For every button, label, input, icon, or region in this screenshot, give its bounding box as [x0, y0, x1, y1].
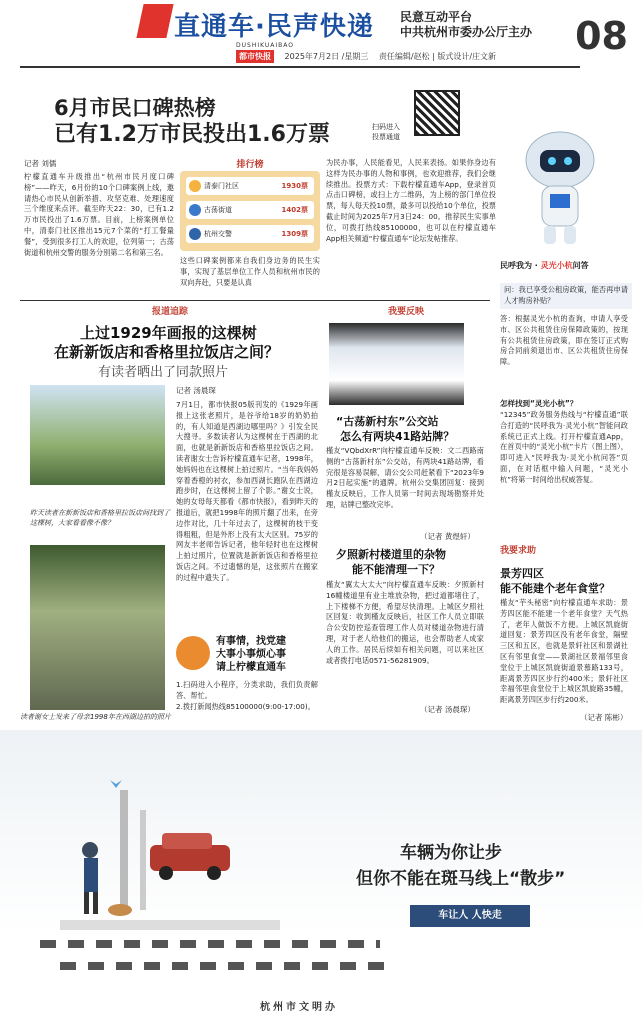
medal-icon: [189, 228, 201, 240]
help-section: 我要求助: [500, 546, 537, 556]
trace-body: 7月1日，都市快报05版刊发的《1929年画报上这张老照片，是谷爷给18岁的奶奶拍的，有人知道是西湖边哪里吗？》引发全民大搜寻。多数读者认为这棵树在于西湖的北面，也就是新新饭店和香格里拉饭店之间。读者谢女士告诉柠檬直通车记者，1998年，她妈妈也在这棵树上拍过照片。“当年我妈妈穿着香橙的衬衣，参加西湖长跑队在西湖边跑步时，在这棵树上留了个影。”谢女士说，她的女母每天都看《都市快报》，看到昨天的报道后，就把1998年的照片翻了出来，在旁边作对比，几十年过去了，这棵树的枝干变得粗粗，但是外形上没有太大区别。75岁的网友丰老师告诉记者，他年轻时也在这棵树上拍过照片，位置就是新新饭店和香格里拉饭店之间。不过遗憾的是，这张照片在搬家的过程中遗失了。: [176, 400, 318, 582]
header-eng: DUSHIKUAIBAO: [236, 42, 294, 49]
feedback-body2: 槿友“翼太大太大”向柠檬直通车反映：夕照新村16幢楼道里有业主堆放杂物，把过道都堵住了，上下楼梯不方便，希望尽快清理。上城区夕照社区回复：收到槿友反映后，社区工作人员立即联合公安防控巡查管理工作人员对楼道杂物进行清理，对于老人给他们的搬运，也会帮助老人成家人的工作。居民后续如有相关问题，可以来社区或者拨打电话0571-56281909。: [326, 580, 484, 665]
robot-answer: 答：根据灵光小杭的查询，申请人享受市、区公共租赁住房保障政策的，按现有公共租赁住房政策，即在签订正式购房合同前须退出市、区公共租赁住房保障。: [500, 314, 628, 367]
top-story-body-right: 为民办事，人民能看见，人民来表扬。如果你身边有这样为民办事的人物和事例，也欢迎推荐，我们会继续推出。投票方式：下载柠檬直通车App，登录首页点击口碑榜，或扫上方二维码，为上榜的部门单位投票，每人每天投10票，最多可以投给10个单位，投票截止时间为2025年7月3日24：00。推荐民生实事单位，可拨打热线85100000，也可以在柠檬直通车App相关频道“柠檬直通车”论坛发帖推荐。: [326, 158, 496, 243]
trace-caption2: 读者谢女士发来了母亲1998年在西湖边拍的照片: [20, 713, 171, 721]
medal-icon: [189, 204, 201, 216]
trace-reporter: 记者 汤晨琛: [176, 386, 216, 395]
help-title-a: 景芳四区: [500, 567, 544, 580]
ad-footer: 杭州市文明办: [260, 1002, 338, 1013]
trace-title3: 有读者晒出了同款照片: [98, 365, 229, 380]
feedback-reporter2: （记者 汤晨琛）: [420, 705, 475, 714]
feedback-body1: 槿友“VQbdXrR”向柠檬直通车反映：文二西路南侧的“古荡新村东”公交站，有两块41路站牌，看完很是容易误解，请公交公司赶紧看下“2023年9月2日起实施”的通牌。杭州公交集团回复：接到槿友反映后，工作人员第一时间去现场勘察并处理，站牌已整改完毕。: [326, 446, 484, 509]
top-story-body-left: 柠檬直通车升级推出“杭州市民月度口碑榜”——昨天，6月份的10个口碑案例上线，邀请热心市民从创新举措、攻坚克难、处理速度三个维度来点评。截至昨天22：30，已有1.2万市民投出了1.6万票。目前，上榜案例单位中，清泰门社区推出15元7个菜的“打工餐量餐”，受到很多打工人的欢迎，位列第一；古荡街道和杭州交警的服务分别第二名和第三名。: [24, 172, 174, 257]
feedback-title1: “古荡新村东”公交站: [336, 415, 439, 428]
robot-caption: 民呼我为 · 灵光小杭问答: [500, 261, 589, 270]
qr-code[interactable]: [414, 90, 460, 136]
ad-line2: 但你不能在斑马线上“散步”: [356, 869, 566, 889]
trace-title1: 上过1929年画报的这棵树: [80, 324, 257, 342]
bus-stop-sign-photo: [329, 323, 464, 405]
medal-icon: [189, 180, 201, 192]
feedback-reporter1: （记者 黄煜轩）: [420, 532, 475, 541]
mid-rule: [20, 300, 490, 301]
feedback-section: 我要反映: [387, 307, 424, 317]
help-step2: 2.拨打新闻热线85100000(9:00-17:00)。: [176, 702, 315, 711]
help-title1: 有事情，找党建: [216, 636, 286, 647]
help-body: 槿友“芋头秘密”向柠檬直通车求助：景芳四区能不能建一个老年食堂？天气热了，老年人做饭不方便。上城区凯旋街道回复：景芳四区没有老年食堂，隔壁三区和五区，也就是景轩社区和景湖社区有邻里食堂——景湖社区景福邻里食堂位于上城区凯旋街道景慕路133号，距离景芳四区步行约400米；景轩社区幸福邻里食堂位于上城区凯旋路35幢，距离景芳四区步行约200米。: [500, 598, 628, 705]
top-story-title2: 已有1.2万市民投出1.6万票: [54, 122, 330, 147]
trace-section: 报道追踪: [151, 307, 188, 317]
zebra-crossing: [60, 962, 390, 970]
feedback-title3: 夕照新村楼道里的杂物: [336, 548, 446, 561]
feedback-title2: 怎么有两块41路站牌？: [340, 430, 455, 443]
robot-question: 问：我已享受公租房政策，能否再申请人才购房补贴？: [500, 283, 632, 309]
rank-row: 杭州交警 1309票: [186, 225, 314, 243]
header-rule: [20, 66, 580, 68]
page-number: 08: [575, 14, 628, 58]
header-host: [400, 10, 532, 40]
header-bar: [236, 50, 496, 63]
rank-row: 清泰门社区 1930票: [186, 177, 314, 195]
rank-board: [180, 171, 320, 251]
header-host-name: 中共杭州市委办公厅主办: [400, 25, 533, 39]
help-reporter: （记者 陈彬）: [580, 713, 628, 722]
tree-photo-today: [30, 385, 165, 485]
header-partner: 民意互动平台: [400, 10, 473, 24]
issue-date: 2025年7月2日 /星期三: [284, 52, 369, 61]
ad-line1: 车辆为你让步: [400, 843, 502, 863]
zebra-crossing: [40, 940, 380, 948]
robot-how-title: 怎样找到“灵光小杭”？: [500, 399, 578, 408]
lemon-logo-icon: [176, 636, 210, 670]
rank-row: 古荡街道 1402票: [186, 201, 314, 219]
brand-title: 直通车·民声快递: [174, 12, 374, 42]
help-title-b: 能不能建个老年食堂？: [500, 582, 610, 595]
rank-label: 排行榜: [236, 160, 264, 170]
top-story-body-mid: 这些口碑案例都来自我们身边务的民生实事，实现了基层单位工作人员和杭州市民的双向奔赴，只要是认真: [180, 256, 320, 287]
feedback-title4: 能不能清理一下？: [352, 563, 440, 576]
qr-label: 扫码进入 投票通道: [372, 123, 400, 141]
car-illustration-icon: [140, 825, 240, 885]
tree-photo-1998: [30, 545, 165, 710]
robot-how-body: “12345”政务服务热线与“柠檬直通”联合打造的“民呼我为·灵光小杭”智能问政系统已正式上线。打开柠檬直通App，在首页中的“灵光小杭”卡片（图上图），即可进入“民呼我为·灵光小杭问答”页面，在对话框中输入问题，“灵光小杭”将第一时间给出权威答复。: [500, 410, 628, 484]
help-title3: 请上柠檬直通车: [216, 662, 286, 673]
help-title2: 大事小事烦心事: [216, 649, 286, 660]
editor-credits: 责任编辑/赵松 | 版式设计/庄文新: [378, 52, 497, 61]
brand-logo-mark: [136, 4, 173, 38]
top-story-reporter: 记者 刘儒: [24, 159, 57, 168]
trace-title2: 在新新饭店和香格里拉饭店之间？: [54, 343, 280, 361]
paper-name: 都市快报: [236, 50, 274, 63]
help-step1: 1.扫码进入小程序，分类求助，我们负责解答、帮忙。: [176, 680, 318, 700]
top-story-title1: 6月市民口碑热榜: [54, 96, 216, 120]
trace-caption1: 昨天读者在新新饭店和香格里拉饭店间找到了这棵树，大家看看像不像？: [30, 509, 170, 527]
ad-slogan-badge: 车让人 人快走: [410, 905, 530, 927]
robot-mascot-icon: [510, 120, 610, 250]
